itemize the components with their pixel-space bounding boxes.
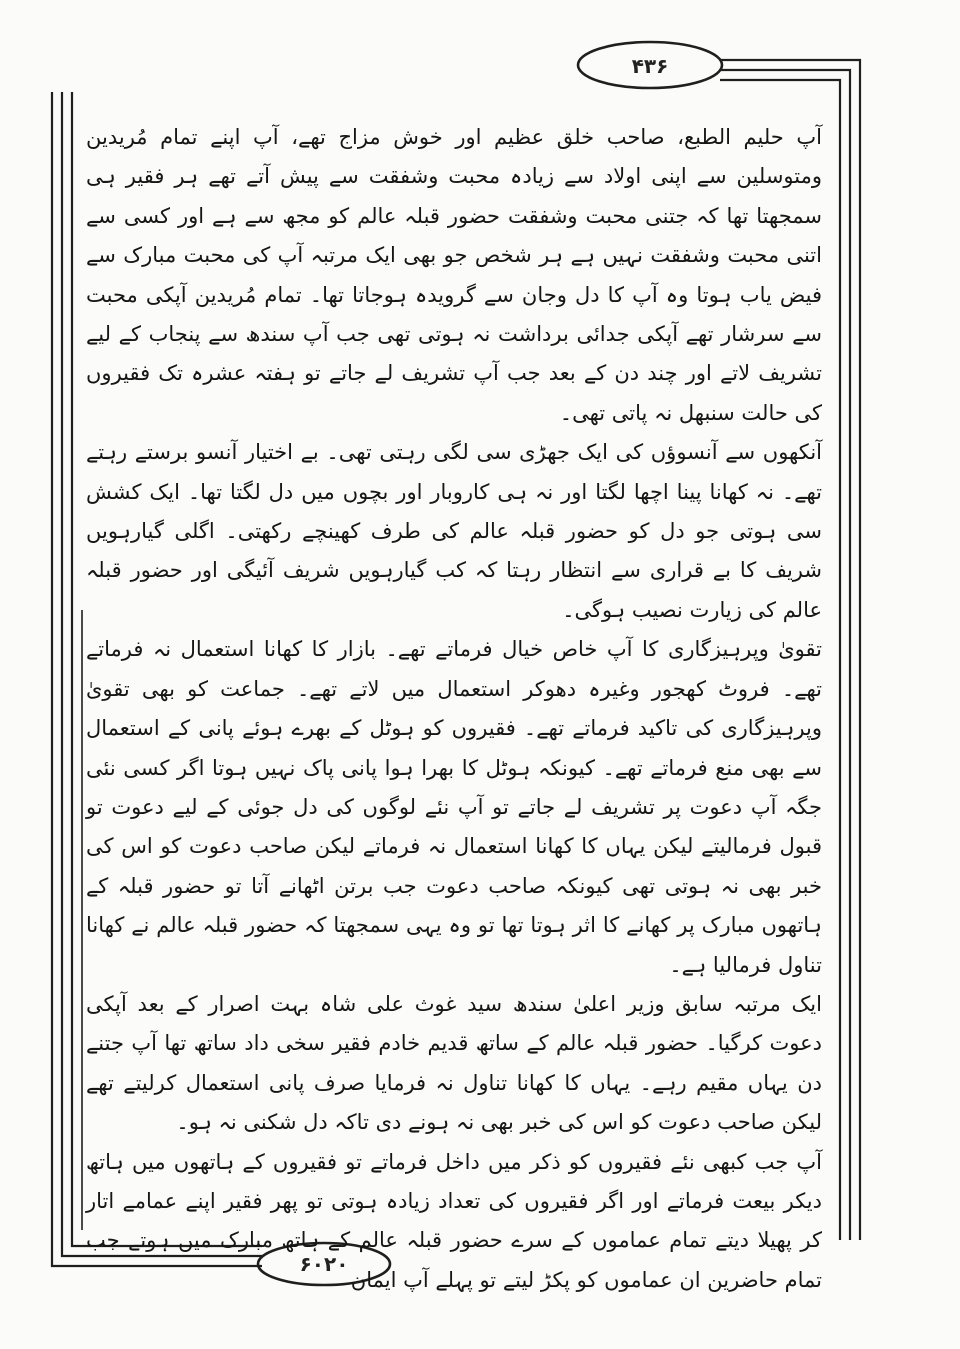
paragraph-4: ایک مرتبہ سابق وزیر اعلیٰ سندھ سید غوث علی شاہ بہت اصرار کے بعد آپکی دعوت کرگیا۔ حضور قبلہ عالم کے ساتھ قدیم خادم فقیر سخی داد ساتھ تھا آپ جتنے دن یہاں مقیم رہے۔ یہاں کا کھانا تناول نہ فرمایا صرف پانی استعمال کرلیتے تھے لیکن صاحب دعوت کو اس کی خبر بھی نہ ہونے دی تاکہ دل شکنی نہ ہو۔ <box>86 991 822 1135</box>
paragraph-3: تقویٰ وپرہیزگاری کا آپ خاص خیال فرماتے تھے۔ بازار کا کھانا استعمال نہ فرماتے تھے۔ فروٹ کھجور وغیرہ دھوکر استعمال میں لاتے تھے۔ جماعت کو بھی تقویٰ وپرہیزگاری کی تاکید فرماتے تھے۔ فقیروں کو ہوٹل کے بھرے ہوئے پانی کے استعمال سے بھی منع فرماتے تھے۔ کیونکہ ہوٹل کا بھرا ہوا پانی پاک نہیں ہوتا اگر کسی نئی جگہ آپ دعوت پر تشریف لے جاتے تو آپ نئے لوگوں کی دل جوئی کے لیے دعوت تو قبول فرمالیتے لیکن یہاں کا کھانا استعمال نہ فرماتے لیکن صاحب دعوت کو اس کی خبر بھی نہ ہوتی تھی کیونکہ صاحب دعوت جب برتن اٹھانے آتا تو حضور قبلہ کے ہاتھوں مبارک پر کھانے کا اثر ہوتا تھا تو وہ یہی سمجھتا کہ حضور قبلہ عالم نے کھانا تناول فرمالیا ہے۔ <box>86 637 822 977</box>
paragraph-1: آپ حلیم الطبع، صاحب خلق عظیم اور خوش مزاج تھے، آپ اپنے تمام مُریدین ومتوسلین سے اپنی اولاد سے زیادہ محبت وشفقت سے پیش آتے تھے ہر فقیر ہی سمجھتا تھا کہ جتنی محبت وشفقت حضور قبلہ عالم کو مجھ سے ہے اور کسی سے اتنی محبت وشفقت نہیں ہے ہر شخص جو بھی ایک مرتبہ آپ کی محبت مبارک سے فیض یاب ہوتا وہ آپ کا دل وجان سے گرویدہ ہوجاتا تھا۔ تمام مُریدین آپکی محبت سے سرشار تھے آپکی جدائی برداشت نہ ہوتی تھی جب آپ سندھ سے پنجاب کے لیے تشریف لاتے اور چند دن کے بعد جب آپ تشریف لے جاتے تو ہفتہ عشرہ تک فقیروں کی حالت سنبھل نہ پاتی تھی۔ <box>86 125 822 425</box>
page-number-bottom: ۶۰۲۰ <box>299 1252 349 1276</box>
page-body <box>86 118 822 1300</box>
paragraph-2: آنکھوں سے آنسوؤں کی ایک جھڑی سی لگی رہتی تھی۔ بے اختیار آنسو برستے رہتے تھے۔ نہ کھانا پینا اچھا لگتا اور نہ ہی کاروبار اور بچوں میں دل لگتا تھا۔ ایک کشش سی ہوتی جو دل کو حضور قبلہ عالم کی طرف کھینچے رکھتی۔ اگلی گیارہویں شریف کا بے قراری سے انتظار رہتا کہ کب گیارہویں شریف آئیگی اور حضور قبلہ عالم کی زیارت نصیب ہوگی۔ <box>86 440 822 622</box>
page-number-top: ۴۳۶ <box>631 54 669 78</box>
paragraph-5: آپ جب کبھی نئے فقیروں کو ذکر میں داخل فرماتے تو فقیروں کے ہاتھوں میں ہاتھ دیکر بیعت فرماتے اور اگر فقیروں کی تعداد زیادہ ہوتی تو پھر فقیر اپنے عمامے اتار کر پھیلا دیتے تمام عماموں کے سرے حضور قبلہ عالم کے ہاتھ مبارک میں ہوتے جب تمام حاضرین ان عماموں کو پکڑ لیتے تو پہلے آپ ایمان <box>86 1149 822 1292</box>
